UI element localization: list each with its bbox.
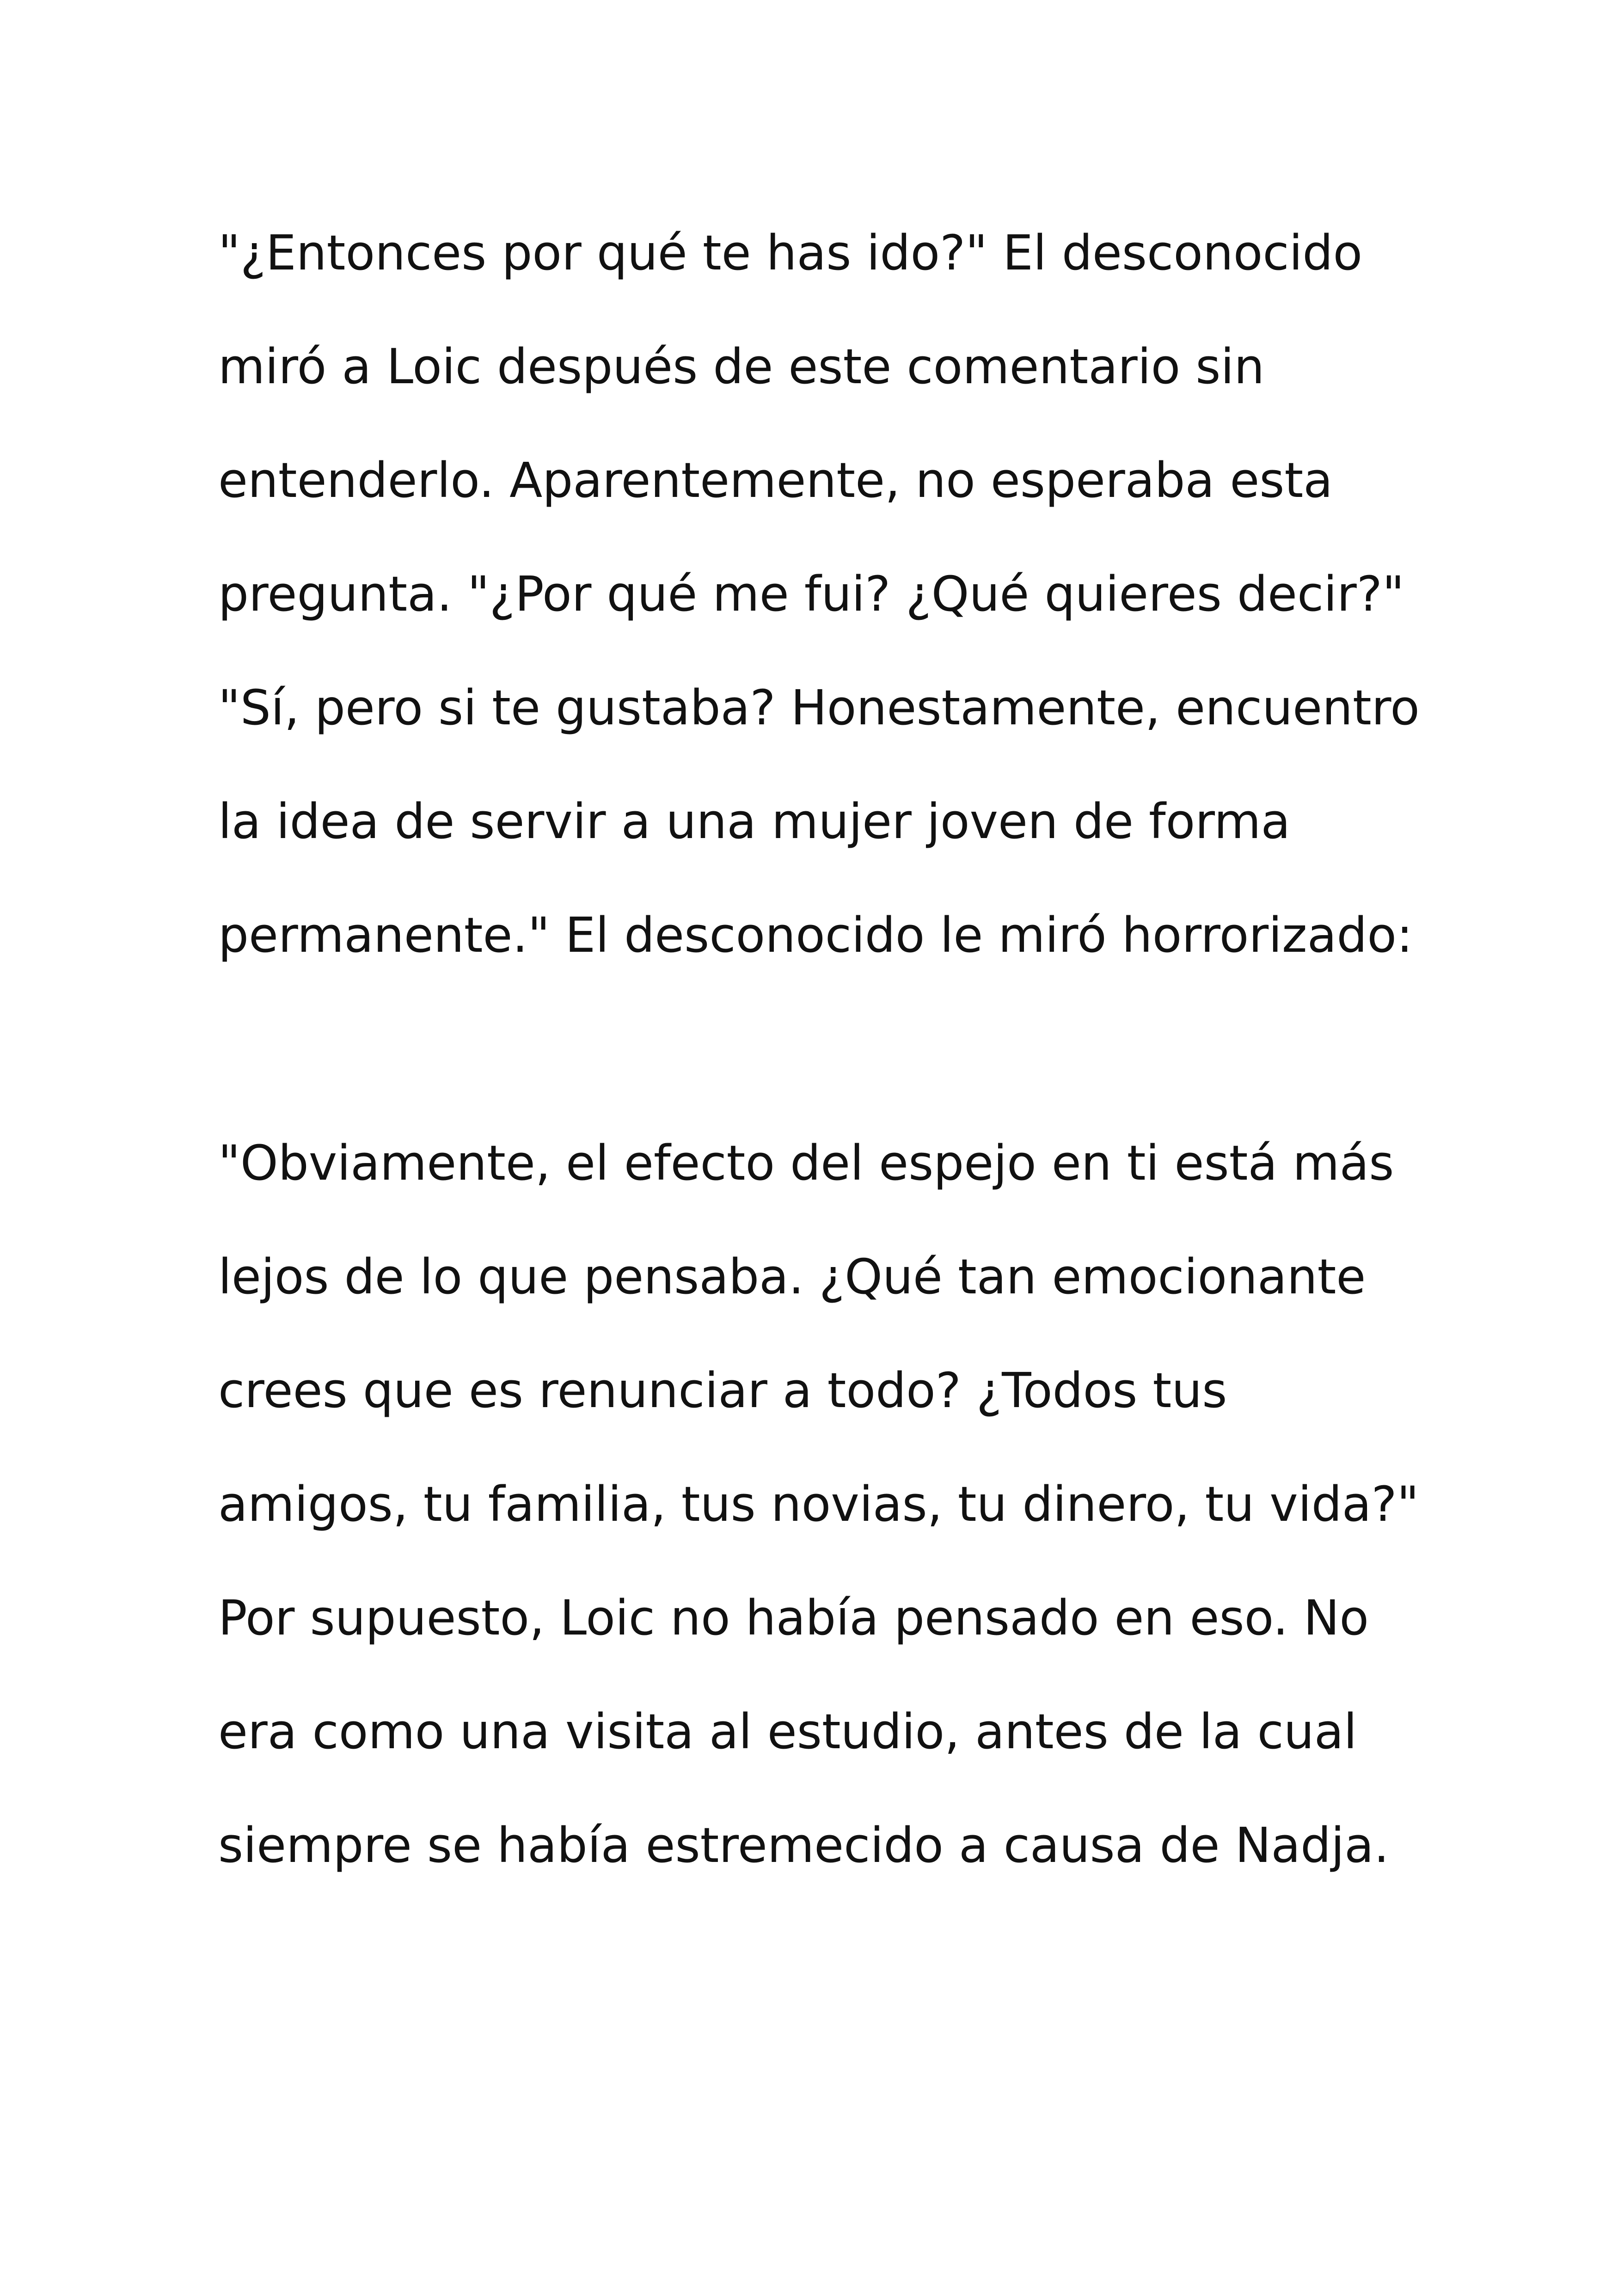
text-line: era como una visita al estudio, antes de la cual (218, 1703, 1357, 1760)
text-line: "¿Entonces por qué te has ido?" El desconocido (218, 225, 1363, 281)
text-line: la idea de servir a una mujer joven de forma (218, 793, 1291, 850)
text-line: lejos de lo que pensaba. ¿Qué tan emocionante (218, 1249, 1366, 1305)
text-line: miró a Loic después de este comentario sin (218, 338, 1265, 395)
text-line: entenderlo. Aparentemente, no esperaba esta (218, 452, 1333, 508)
paragraph-1 (218, 196, 1466, 992)
text-line: crees que es renunciar a todo? ¿Todos tus (218, 1362, 1227, 1419)
text-line: "Sí, pero si te gustaba? Honestamente, encuentro (218, 680, 1420, 736)
text-line: amigos, tu familia, tus novias, tu dinero, tu vida?" (218, 1476, 1419, 1532)
text-line: Por supuesto, Loic no había pensado en eso. No (218, 1590, 1369, 1646)
text-line: siempre se había estremecido a causa de Nadja. (218, 1817, 1389, 1874)
text-line: pregunta. "¿Por qué me fui? ¿Qué quieres decir?" (218, 566, 1404, 622)
paragraph-2 (218, 1106, 1466, 1902)
text-line: "Obviamente, el efecto del espejo en ti está más (218, 1135, 1394, 1191)
text-line: permanente." El desconocido le miró horrorizado: (218, 907, 1413, 963)
